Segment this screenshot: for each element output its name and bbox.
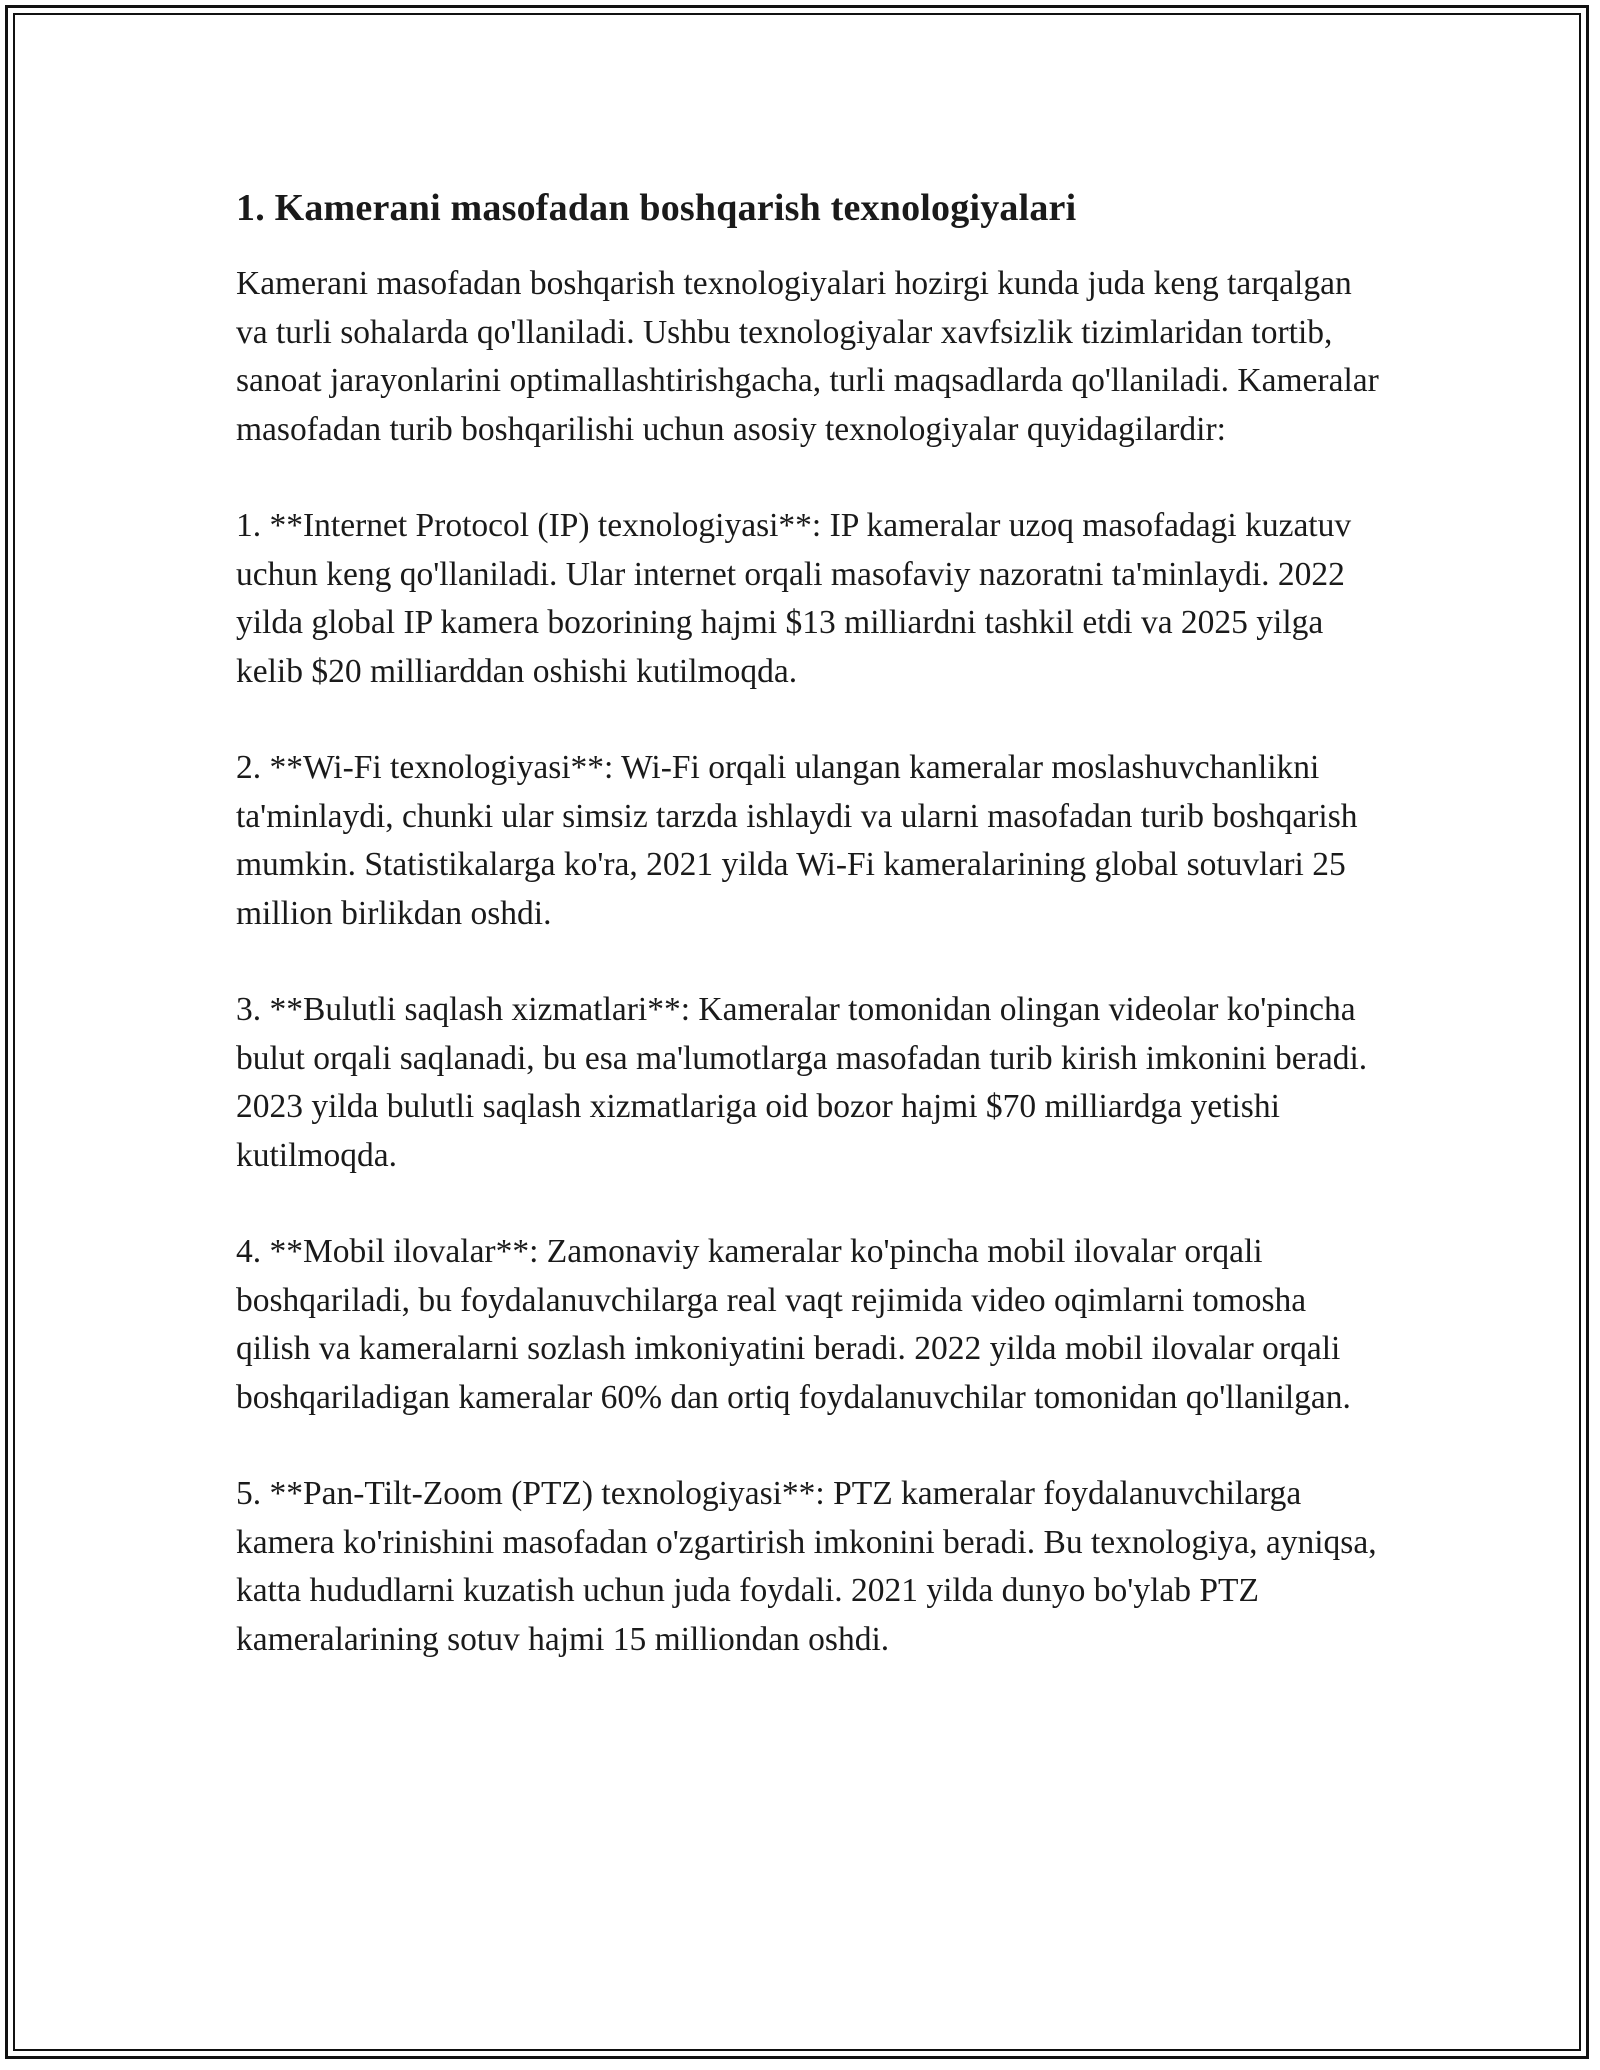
document-body: [236, 184, 1386, 1712]
list-item-ptz: 5. **Pan-Tilt-Zoom (PTZ) texnologiyasi**: PTZ kameralar foydalanuvchilarga kamera ko'rinishini masofadan o'zgartirish imkonini beradi. Bu texnologiya, ayniqsa, katta hududlarni kuzatish uchun juda foydali. 2021 yilda dunyo bo'ylab PTZ kameralarining sotuv hajmi 15 milliondan oshdi.: [236, 1475, 1377, 1658]
list-item-ip: 1. **Internet Protocol (IP) texnologiyasi**: IP kameralar uzoq masofadagi kuzatuv uchun keng qo'llaniladi. Ular internet orqali masofaviy nazoratni ta'minlaydi. 2022 yilda global IP kamera bozorining hajmi $13 milliardni tashkil etdi va 2025 yilga kelib $20 milliarddan oshishi kutilmoqda.: [236, 507, 1352, 690]
document-title: 1. Kamerani masofadan boshqarish texnologiyalari: [236, 187, 1077, 229]
list-item-mobile-apps: 4. **Mobil ilovalar**: Zamonaviy kameralar ko'pincha mobil ilovalar orqali boshqariladi, bu foydalanuvchilarga real vaqt rejimida video oqimlarni tomosha qilish va kameralarni sozlash imkoniyatini beradi. 2022 yilda mobil ilovalar orqali boshqariladigan kameralar 60% dan ortiq foydalanuvchilar tomonidan qo'llanilgan.: [236, 1233, 1351, 1416]
list-item-wifi: 2. **Wi-Fi texnologiyasi**: Wi-Fi orqali ulangan kameralar moslashuvchanlikni ta'minlaydi, chunki ular simsiz tarzda ishlaydi va ularni masofadan turib boshqarish mumkin. Statistikalarga ko'ra, 2021 yilda Wi-Fi kameralarining global sotuvlari 25 million birlikdan oshdi.: [236, 749, 1358, 932]
list-item-cloud-storage: 3. **Bulutli saqlash xizmatlari**: Kameralar tomonidan olingan videolar ko'pincha bulut orqali saqlanadi, bu esa ma'lumotlarga masofadan turib kirish imkonini beradi. 2023 yilda bulutli saqlash xizmatlariga oid bozor hajmi $70 milliardga yetishi kutilmoqda.: [236, 991, 1368, 1174]
intro-paragraph: Kamerani masofadan boshqarish texnologiyalari hozirgi kunda juda keng tarqalgan va turli sohalarda qo'llaniladi. Ushbu texnologiyalar xavfsizlik tizimlaridan tortib, sanoat jarayonlarini optimallashtirishgacha, turli maqsadlarda qo'llaniladi. Kameralar masofadan turib boshqarilishi uchun asosiy texnologiyalar quyidagilardir:: [236, 265, 1379, 448]
